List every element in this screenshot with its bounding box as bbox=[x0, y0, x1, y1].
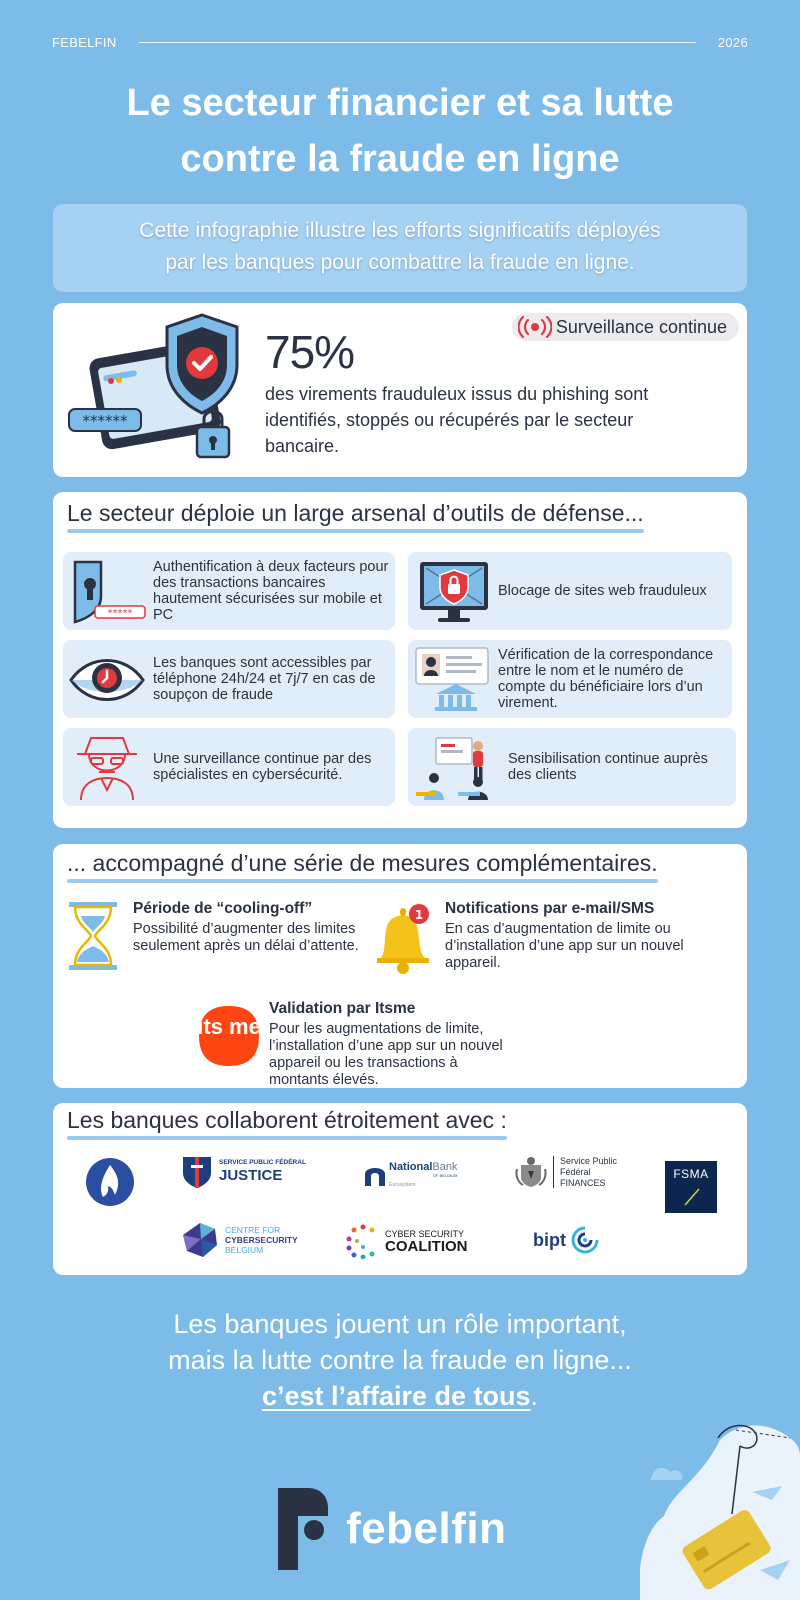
finances-line-1: Service Public bbox=[560, 1155, 618, 1166]
closing-message bbox=[40, 1306, 760, 1414]
partners-heading bbox=[67, 1107, 507, 1140]
tool-tile bbox=[63, 640, 395, 718]
febelfin-logo-icon bbox=[278, 1488, 330, 1570]
tools-heading bbox=[67, 500, 644, 533]
measure-desc: En cas d’augmentation de limite ou d’installation d’une app sur un nouvel appareil. bbox=[445, 921, 684, 971]
heading-underline bbox=[67, 1136, 507, 1140]
tool-tile bbox=[63, 728, 395, 806]
tools-card bbox=[53, 492, 747, 828]
measures-heading bbox=[67, 850, 658, 883]
header-divider bbox=[139, 42, 696, 43]
police-flame-icon bbox=[85, 1157, 135, 1207]
coalition-logo bbox=[345, 1223, 468, 1259]
partners-card bbox=[53, 1103, 747, 1275]
closing-end: . bbox=[530, 1381, 539, 1411]
credit-card-cloud-illustration bbox=[640, 1420, 800, 1600]
tool-tile bbox=[408, 552, 732, 630]
measure-title: Notifications par e-mail/SMS bbox=[445, 900, 655, 917]
bipt-signal-icon bbox=[570, 1225, 600, 1255]
finances-line-3: FINANCES bbox=[560, 1177, 606, 1188]
header-brand: FEBELFIN bbox=[52, 34, 117, 50]
itsme-logo-icon bbox=[197, 1004, 261, 1068]
finances-logo bbox=[515, 1155, 617, 1189]
heading-underline bbox=[67, 529, 644, 533]
ccb-logo bbox=[181, 1221, 298, 1259]
justice-big: JUSTICE bbox=[219, 1166, 283, 1184]
password-mask-text: ****** bbox=[82, 412, 128, 430]
stat-description: des virements frauduleux issus du phishing sont identifiés, stoppés ou récupérés par le secteur bancaire. bbox=[265, 384, 649, 456]
closing-emphasis: c’est l’affaire de tous bbox=[261, 1381, 531, 1411]
header-year: 2026 bbox=[717, 34, 748, 50]
tools-heading-text: Le secteur déploie un large arsenal d’outils de défense... bbox=[67, 500, 644, 526]
bipt-text: bipt bbox=[533, 1229, 566, 1250]
ccb-polygon-icon bbox=[181, 1221, 219, 1259]
status-badge-label: Surveillance continue bbox=[555, 316, 727, 337]
security-laptop-shield-icon bbox=[67, 309, 247, 469]
measure-title: Période de “cooling-off” bbox=[133, 900, 313, 917]
hourglass-icon bbox=[67, 900, 119, 972]
finances-line-2: Fédéral bbox=[560, 1166, 591, 1177]
belgian-coat-of-arms-icon bbox=[515, 1155, 547, 1189]
tool-tile bbox=[408, 728, 736, 806]
notification-bell-icon bbox=[367, 900, 437, 974]
eye-monitoring-icon bbox=[67, 644, 147, 714]
tool-text: Les banques sont accessibles par téléphone 24h/24 et 7j/7 en cas de soupçon de fraude bbox=[153, 655, 376, 703]
nbb-main: National bbox=[389, 1161, 433, 1173]
tool-tile bbox=[408, 640, 732, 718]
intro-line-1: Cette infographie illustre les efforts significatifs déployés bbox=[139, 219, 661, 242]
awareness-training-icon bbox=[412, 732, 502, 802]
title-line-2: contre la fraude en ligne bbox=[180, 138, 620, 180]
justice-shield-icon bbox=[181, 1153, 213, 1189]
intro-banner bbox=[53, 204, 747, 292]
title-line-1: Le secteur financier et sa lutte bbox=[126, 82, 674, 124]
nbb-arch-icon bbox=[363, 1164, 387, 1186]
closing-line-1: Les banques jouent un rôle important, bbox=[173, 1309, 627, 1339]
svg-text:*****: ***** bbox=[107, 608, 133, 619]
stat-card bbox=[53, 303, 747, 477]
measure-desc: Pour les augmentations de limite, l’installation d’une app sur un nouvel appareil ou les transactions à montants élevés. bbox=[269, 1021, 503, 1088]
closing-line-2: mais la lutte contre la fraude en ligne... bbox=[168, 1345, 632, 1375]
broadcast-icon bbox=[518, 316, 552, 338]
coalition-line-1: CYBER SECURITY bbox=[385, 1228, 465, 1239]
page-title bbox=[40, 75, 760, 187]
police-logo bbox=[85, 1157, 135, 1207]
notification-count: 1 bbox=[414, 908, 424, 922]
tool-text: Sensibilisation continue auprès des clients bbox=[508, 751, 708, 783]
top-bar bbox=[52, 34, 748, 50]
stat-value: 75% bbox=[265, 326, 355, 378]
fsma-logo bbox=[665, 1161, 717, 1213]
measure-item bbox=[197, 1000, 577, 1089]
nbb-logo bbox=[363, 1161, 457, 1188]
status-badge bbox=[512, 313, 739, 341]
partners-heading-text: Les banques collaborent étroitement avec : bbox=[67, 1107, 507, 1133]
tool-text: Blocage de sites web frauduleux bbox=[498, 583, 707, 599]
two-factor-shield-icon bbox=[67, 556, 147, 626]
tool-text: Authentification à deux facteurs pour des transactions bancaires hautement sécurisées sur mobile et PC bbox=[153, 559, 389, 623]
measure-title: Validation par Itsme bbox=[269, 1000, 416, 1017]
measures-heading-text: ... accompagné d’une série de mesures complémentaires. bbox=[67, 850, 658, 876]
measure-item bbox=[367, 900, 743, 974]
intro-line-2: par les banques pour combattre la fraude en ligne. bbox=[165, 251, 635, 274]
ccb-line-1: CENTRE FOR bbox=[225, 1225, 281, 1235]
hacker-specialist-icon bbox=[67, 732, 147, 802]
tool-text: Vérification de la correspondance entre le nom et le numéro de compte du bénéficiaire lors d’un virement. bbox=[498, 647, 714, 711]
justice-logo bbox=[181, 1153, 306, 1189]
fsma-slash-icon bbox=[665, 1161, 717, 1213]
heading-underline bbox=[67, 879, 658, 883]
tool-tile bbox=[63, 552, 395, 630]
measure-item bbox=[67, 900, 367, 972]
nbb-sub: OF BELGIUM bbox=[432, 1173, 458, 1178]
itsme-logo-text: its me bbox=[197, 1014, 261, 1039]
justice-small: SERVICE PUBLIC FÉDÉRAL bbox=[219, 1158, 306, 1166]
tool-text: Une surveillance continue par des spécialistes en cybersécurité. bbox=[153, 751, 372, 783]
footer-brand bbox=[278, 1488, 506, 1570]
coalition-line-2: COALITION bbox=[385, 1237, 468, 1255]
ccb-line-3: BELGIUM bbox=[225, 1245, 264, 1255]
blocked-website-icon bbox=[412, 556, 492, 626]
fsma-text: FSMA bbox=[673, 1167, 709, 1181]
nbb-sub2: Eurosystem bbox=[389, 1182, 416, 1188]
coalition-dots-icon bbox=[345, 1223, 381, 1259]
footer-brand-text: febelfin bbox=[346, 1504, 507, 1553]
bipt-logo bbox=[533, 1225, 600, 1255]
bank-id-verification-icon bbox=[412, 644, 492, 714]
measures-card bbox=[53, 844, 747, 1088]
ccb-line-2: CYBERSECURITY bbox=[225, 1235, 298, 1245]
nbb-accent: Bank bbox=[432, 1161, 458, 1173]
measure-desc: Possibilité d’augmenter des limites seulement après un délai d’attente. bbox=[133, 921, 359, 954]
